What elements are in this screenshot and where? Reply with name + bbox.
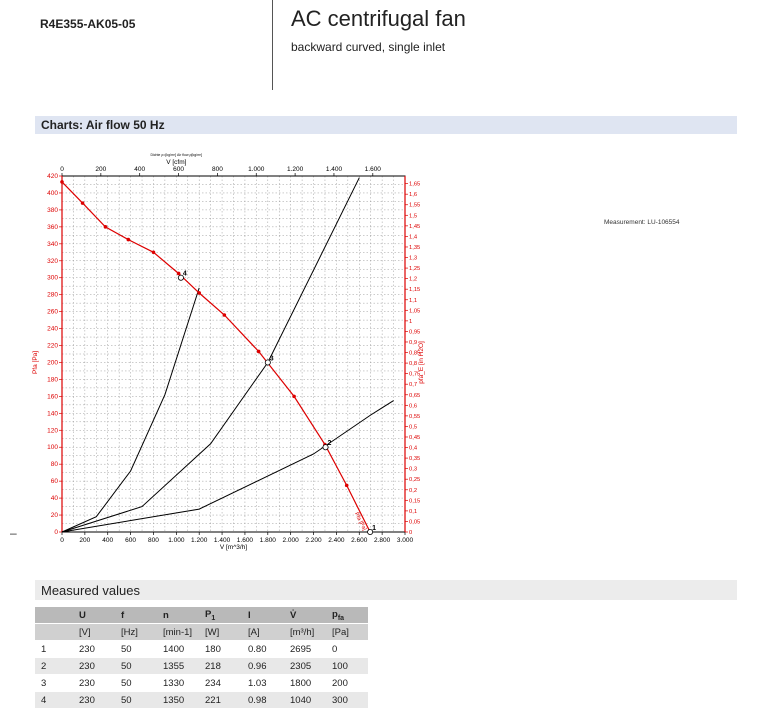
y-right-tick-label: 1,5 (409, 213, 418, 220)
x-top-tick-label: 600 (173, 166, 184, 173)
table-cell (35, 607, 73, 624)
table-cell: 230 (73, 658, 115, 675)
table-cell: I (242, 607, 284, 624)
table-cell: 221 (199, 692, 242, 709)
y-tick-label: 300 (47, 274, 58, 282)
y-right-tick-label: 1,1 (409, 297, 418, 304)
y-tick-label: 340 (47, 240, 58, 248)
table-cell: [Hz] (115, 624, 157, 641)
operating-points (178, 271, 376, 535)
y-tick-label: 200 (47, 359, 58, 367)
table-cell: 234 (199, 675, 242, 692)
y-right-tick-label: 1 (409, 318, 413, 325)
x-tick-label: 0 (60, 537, 64, 544)
x-tick-label: 2.200 (305, 537, 322, 544)
y-tick-label: 20 (50, 512, 58, 520)
x-top-tick-label: 0 (60, 166, 64, 173)
fan-curve-point (60, 180, 64, 184)
measured-values-title: Measured values (41, 583, 140, 598)
y-tick-label: 280 (47, 291, 58, 299)
x-tick-label: 3.000 (396, 537, 414, 544)
charts-section-header (35, 116, 737, 134)
table-cell: [A] (242, 624, 284, 641)
table-cell: U (73, 607, 115, 624)
x-tick-label: 1.600 (236, 537, 254, 544)
y-tick-label: 40 (50, 495, 58, 503)
y-right-tick-label: 1,05 (409, 308, 421, 315)
table-cell: 50 (115, 692, 157, 709)
air-flow-chart (20, 140, 425, 551)
table-cell: [Pa] (326, 624, 368, 641)
table-cell: 218 (199, 658, 242, 675)
y-right-tick-label: 0,4 (409, 445, 418, 452)
y-right-tick-label: 0,75 (409, 371, 421, 378)
fan-curve-point (81, 201, 85, 205)
y-right-tick-label: 1,35 (409, 244, 421, 251)
fan-curve-point (104, 225, 108, 229)
x-top-tick-label: 800 (211, 166, 223, 173)
x-top-tick-label: 1.000 (248, 166, 265, 173)
chart-grid (62, 176, 405, 532)
table-cell: [V] (73, 624, 115, 641)
table-row (35, 641, 368, 658)
table-cell: 0.98 (242, 692, 284, 709)
y-tick-label: 260 (47, 308, 58, 316)
table-cell: V̇ (284, 607, 326, 624)
page-title: AC centrifugal fan (291, 6, 466, 31)
table-cell: 0 (326, 641, 368, 658)
y-tick-label: 80 (50, 461, 58, 469)
y-tick-label: 160 (47, 393, 58, 401)
table-cell: 230 (73, 641, 115, 658)
y-right-tick-label: 1,45 (409, 223, 421, 230)
chart-ticks (32, 153, 425, 551)
table-unit-row (35, 624, 368, 641)
measured-values-table (35, 607, 368, 709)
table-cell: 4 (35, 692, 73, 709)
y-right-tick-label: 1,4 (409, 234, 418, 241)
y-right-tick-label: 1,15 (409, 287, 421, 294)
table-cell: f (115, 607, 157, 624)
table-cell: [m³/h] (284, 624, 326, 641)
table-cell: 230 (73, 692, 115, 709)
table-cell (35, 624, 73, 641)
table-cell: 100 (326, 658, 368, 675)
y-tick-label: 360 (47, 223, 58, 231)
table-cell: 50 (115, 658, 157, 675)
operating-point-label: 4 (182, 270, 187, 278)
y-tick-label: 400 (47, 189, 58, 197)
y-right-tick-label: 1,65 (409, 181, 421, 188)
y-right-tick-label: 1,6 (409, 192, 418, 199)
table-cell: 230 (73, 675, 115, 692)
x-top-tick-label: 1.200 (286, 166, 304, 173)
table-cell: $p_{fa}$ (326, 607, 368, 624)
fan-curve-point (345, 484, 349, 488)
x-tick-label: 2.400 (328, 537, 345, 544)
table-cell: 1 (35, 641, 73, 658)
y-right-tick-label: 1,2 (409, 276, 418, 283)
y-right-tick-label: 1,25 (409, 266, 421, 273)
table-cell: 50 (115, 641, 157, 658)
fan-curve-point (223, 313, 227, 317)
x-top-tick-label: 400 (134, 166, 146, 173)
y-right-tick-label: 0,2 (409, 487, 418, 494)
x-tick-label: 1.800 (259, 537, 276, 544)
table-cell: 1040 (284, 692, 326, 709)
x-tick-label: 2.600 (351, 537, 368, 544)
table-cell: n (157, 607, 199, 624)
y-right-tick-label: 0,7 (409, 382, 418, 389)
y-tick-label: 140 (47, 410, 58, 418)
page-subtitle: backward curved, single inlet (291, 40, 446, 54)
table-cell: 300 (326, 692, 368, 709)
x-tick-label: 200 (79, 537, 91, 544)
y-right-tick-label: 0,3 (409, 466, 418, 473)
y-tick-label: 240 (47, 325, 58, 333)
y-tick-label: 320 (47, 257, 58, 265)
y-right-tick-label: 0,15 (409, 498, 421, 505)
table-cell: 180 (199, 641, 242, 658)
margin-dash: – (10, 526, 17, 540)
y-right-tick-label: 0,35 (409, 456, 421, 463)
x-tick-label: 1.400 (213, 537, 231, 544)
x-tick-label: 1.000 (168, 537, 185, 544)
y-tick-label: 60 (50, 478, 58, 486)
y-right-tick-label: 0,05 (409, 519, 421, 526)
fan-curve-label: Pfa [Pa] (352, 511, 368, 532)
table-cell: 2 (35, 658, 73, 675)
fan-curve-point (152, 250, 156, 254)
y-right-tick-label: 0,95 (409, 329, 421, 336)
operating-point-label: 3 (269, 355, 274, 363)
table-cell: 1.03 (242, 675, 284, 692)
x-top-tick-label: 1.600 (364, 166, 381, 173)
x-tick-label: 2.800 (373, 537, 391, 544)
measurement-label: Measurement: LU-106554 (604, 219, 680, 226)
y-right-tick-label: 0,85 (409, 350, 421, 357)
table-cell: 200 (326, 675, 368, 692)
x-tick-label: 2.000 (282, 537, 299, 544)
measured-values-header (35, 580, 737, 600)
fan-curve-point (127, 238, 131, 242)
fan-curve-line (62, 182, 370, 532)
y-right-tick-label: 0,65 (409, 392, 421, 399)
y-right-tick-label: 1,3 (409, 255, 418, 262)
y-right-tick-label: 0,6 (409, 403, 418, 410)
y-tick-label: 420 (47, 173, 58, 180)
x-tick-label: 800 (148, 537, 159, 544)
table-cell: 1350 (157, 692, 199, 709)
y-right-tick-label: 1,55 (409, 202, 421, 209)
table-cell: 1355 (157, 658, 199, 675)
y-axis-label: Pfa [Pa] (32, 350, 39, 375)
table-row (35, 692, 368, 709)
table-cell: 1800 (284, 675, 326, 692)
x-tick-label: 400 (102, 537, 114, 544)
fan-curve-point (197, 291, 201, 295)
y-tick-label: 380 (47, 206, 58, 214)
fan-curve-point (257, 350, 261, 354)
y-right-tick-label: 0,9 (409, 339, 418, 346)
table-cell: 1400 (157, 641, 199, 658)
table-cell: 2695 (284, 641, 326, 658)
table-cell: 50 (115, 675, 157, 692)
y-right-tick-label: 0,5 (409, 424, 418, 431)
table-cell: [min-1] (157, 624, 199, 641)
x-top-axis-label: V [cfm] (166, 159, 187, 166)
y-tick-label: 220 (47, 342, 58, 350)
y-right-tick-label: 0,55 (409, 413, 421, 420)
y-right-tick-label: 0,45 (409, 434, 421, 441)
table-header-row (35, 607, 368, 624)
charts-section-title: Charts: Air flow 50 Hz (41, 118, 165, 132)
y-tick-label: 180 (47, 376, 58, 384)
x-tick-label: 1.200 (191, 537, 208, 544)
y-tick-label: 100 (47, 444, 58, 452)
system-curve (62, 401, 394, 532)
fan-curve-point (292, 395, 296, 399)
y-tick-label: 120 (47, 427, 58, 435)
y-right-tick-label: 0,8 (409, 361, 418, 368)
model-number: R4E355-AK05-05 (40, 17, 136, 31)
operating-point-label: 2 (327, 440, 332, 448)
y-right-tick-label: 0 (409, 530, 413, 536)
y-right-tick-label: 0,1 (409, 508, 418, 515)
x-top-tick-label: 1.400 (325, 166, 343, 173)
table-cell: 3 (35, 675, 73, 692)
y-right-tick-label: 0,25 (409, 477, 421, 484)
table-cell: 1330 (157, 675, 199, 692)
header-divider (272, 0, 273, 90)
table-cell: $P_1$ (199, 607, 242, 624)
table-cell: [W] (199, 624, 242, 641)
y-tick-label: 0 (54, 529, 58, 536)
fan-curve-point (177, 272, 181, 276)
table-cell: 2305 (284, 658, 326, 675)
chart-note: Dichte ρ=[kg/m³] Air flow ρ[kg/m³] (150, 153, 203, 157)
x-top-tick-label: 200 (95, 166, 107, 173)
table-row (35, 675, 368, 692)
table-cell: 0.80 (242, 641, 284, 658)
table-row (35, 658, 368, 675)
x-tick-label: 600 (125, 537, 137, 544)
operating-point-label: 1 (372, 525, 377, 532)
y-right-axis-label: pfa_E [in H2O] (418, 341, 425, 384)
x-axis-label: V [m^3/h] (219, 544, 248, 551)
table-cell: 0.96 (242, 658, 284, 675)
